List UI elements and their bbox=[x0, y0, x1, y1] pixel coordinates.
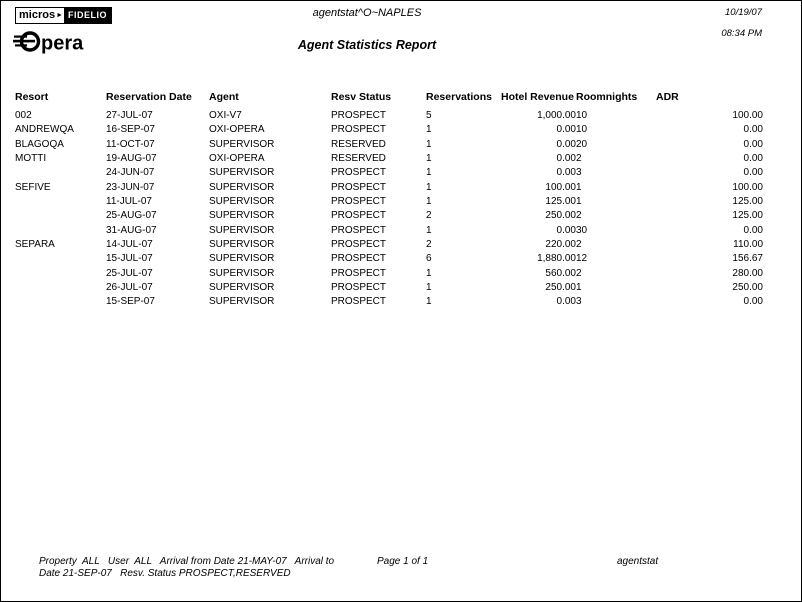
cell-adr: 280.00 bbox=[732, 267, 763, 279]
cell-roomnights: 12 bbox=[576, 253, 588, 265]
table-row bbox=[15, 166, 763, 180]
cell-reservation-date: 14-JUL-07 bbox=[106, 239, 153, 251]
cell-agent: SUPERVISOR bbox=[209, 239, 275, 251]
cell-resv-status: PROSPECT bbox=[331, 181, 387, 193]
cell-reservation-date: 24-JUN-07 bbox=[106, 167, 155, 179]
cell-adr: 125.00 bbox=[732, 196, 763, 208]
cell-roomnights: 1 bbox=[576, 282, 582, 294]
cell-roomnights: 2 bbox=[576, 210, 582, 222]
cell-hotel-revenue: 250.00 bbox=[545, 210, 576, 222]
cell-resort bbox=[15, 252, 106, 266]
cell-resv-status: PROSPECT bbox=[331, 239, 387, 251]
cell-adr: 0.00 bbox=[743, 224, 763, 236]
cell-resv-status: PROSPECT bbox=[331, 282, 387, 294]
opera-logo-text: pera bbox=[41, 32, 84, 55]
cell-agent: SUPERVISOR bbox=[209, 282, 275, 294]
cell-resv-status: PROSPECT bbox=[331, 296, 387, 308]
cell-adr: 0.00 bbox=[743, 124, 763, 136]
cell-reservations: 1 bbox=[426, 124, 432, 136]
table-row bbox=[15, 123, 763, 137]
cell-resv-status: PROSPECT bbox=[331, 167, 387, 179]
cell-reservation-date: 16-SEP-07 bbox=[106, 124, 155, 136]
cell-reservations: 1 bbox=[426, 167, 432, 179]
report-id: agentstat^O~NAPLES bbox=[312, 7, 422, 19]
footer-filters-line1: Property ALL User ALL Arrival from Date 21-MAY-07 Arrival to bbox=[39, 556, 335, 567]
column-header-resv-status: Resv Status bbox=[331, 91, 392, 103]
cell-adr: 250.00 bbox=[732, 282, 763, 294]
footer-report-name: agentstat bbox=[617, 556, 659, 567]
cell-reservations: 5 bbox=[426, 110, 432, 121]
cell-reservation-date: 27-JUL-07 bbox=[106, 110, 153, 121]
cell-roomnights: 2 bbox=[576, 267, 582, 279]
column-header-adr: ADR bbox=[656, 91, 679, 103]
cell-agent: SUPERVISOR bbox=[209, 210, 275, 222]
cell-hotel-revenue: 560.00 bbox=[545, 267, 576, 279]
cell-roomnights: 10 bbox=[576, 110, 588, 121]
footer-filters-line2: Date 21-SEP-07 Resv. Status PROSPECT,RESERVED bbox=[39, 567, 291, 579]
cell-reservations: 6 bbox=[426, 253, 432, 265]
report-time: 08:34 PM bbox=[721, 28, 762, 39]
cell-roomnights: 1 bbox=[576, 181, 582, 193]
column-header-resort: Resort bbox=[15, 91, 49, 103]
cell-reservation-date: 11-OCT-07 bbox=[106, 138, 155, 150]
table-row bbox=[15, 252, 763, 266]
cell-reservations: 1 bbox=[426, 138, 432, 150]
cell-roomnights: 3 bbox=[576, 296, 582, 308]
cell-resv-status: PROSPECT bbox=[331, 224, 387, 236]
cell-hotel-revenue: 0.00 bbox=[556, 296, 576, 308]
table-row bbox=[15, 138, 763, 152]
cell-resort bbox=[15, 295, 106, 309]
cell-adr: 0.00 bbox=[743, 153, 763, 165]
cell-resort: SEPARA bbox=[15, 239, 55, 251]
cell-reservations: 1 bbox=[426, 267, 432, 279]
table-row bbox=[15, 238, 763, 252]
cell-resort: SEFIVE bbox=[15, 181, 51, 193]
column-header-reservations: Reservations bbox=[426, 91, 492, 103]
cell-resv-status: RESERVED bbox=[331, 138, 386, 150]
cell-resv-status: PROSPECT bbox=[331, 196, 387, 208]
cell-reservations: 1 bbox=[426, 196, 432, 208]
cell-agent: OXI-V7 bbox=[209, 110, 242, 121]
cell-adr: 156.67 bbox=[732, 253, 763, 265]
table-row bbox=[15, 109, 763, 123]
cell-reservations: 1 bbox=[426, 296, 432, 308]
cell-reservations: 1 bbox=[426, 224, 432, 236]
cell-resv-status: PROSPECT bbox=[331, 110, 387, 121]
table-row bbox=[15, 267, 763, 281]
cell-reservation-date: 19-AUG-07 bbox=[106, 153, 157, 165]
cell-roomnights: 1 bbox=[576, 196, 582, 208]
cell-adr: 0.00 bbox=[743, 296, 763, 308]
table-row bbox=[15, 152, 763, 166]
table-row bbox=[15, 195, 763, 209]
cell-agent: OXI-OPERA bbox=[209, 153, 265, 165]
cell-hotel-revenue: 1,880.00 bbox=[537, 253, 576, 265]
cell-agent: SUPERVISOR bbox=[209, 167, 275, 179]
footer-filters bbox=[39, 556, 334, 579]
cell-resort: ANDREWQA bbox=[15, 124, 74, 136]
cell-resort bbox=[15, 209, 106, 223]
cell-resort bbox=[15, 195, 106, 209]
cell-reservation-date: 11-JUL-07 bbox=[106, 196, 152, 208]
cell-reservation-date: 15-JUL-07 bbox=[106, 253, 153, 265]
column-header-agent: Agent bbox=[209, 91, 239, 103]
cell-hotel-revenue: 100.00 bbox=[545, 181, 576, 193]
cell-adr: 0.00 bbox=[743, 167, 763, 179]
report-datetime bbox=[721, 7, 762, 39]
cell-reservation-date: 23-JUN-07 bbox=[106, 181, 155, 193]
cell-hotel-revenue: 0.00 bbox=[556, 138, 576, 150]
table-row bbox=[15, 181, 763, 195]
cell-reservation-date: 31-AUG-07 bbox=[106, 224, 157, 236]
cell-adr: 0.00 bbox=[743, 138, 763, 150]
cell-reservation-date: 25-AUG-07 bbox=[106, 210, 157, 222]
cell-adr: 125.00 bbox=[732, 210, 763, 222]
cell-resort: MOTTI bbox=[15, 153, 47, 165]
cell-adr: 100.00 bbox=[732, 181, 763, 193]
cell-hotel-revenue: 0.00 bbox=[556, 124, 576, 136]
cell-agent: SUPERVISOR bbox=[209, 253, 275, 265]
cell-resort bbox=[15, 267, 106, 281]
cell-resort bbox=[15, 166, 106, 180]
cell-reservations: 2 bbox=[426, 210, 432, 222]
cell-roomnights: 3 bbox=[576, 167, 582, 179]
cell-hotel-revenue: 220.00 bbox=[545, 239, 576, 251]
cell-roomnights: 10 bbox=[576, 124, 588, 136]
cell-hotel-revenue: 125.00 bbox=[545, 196, 576, 208]
table-row bbox=[15, 295, 763, 309]
column-header-reservation-date: Reservation Date bbox=[106, 91, 192, 103]
cell-agent: SUPERVISOR bbox=[209, 181, 275, 193]
cell-agent: OXI-OPERA bbox=[209, 124, 265, 136]
cell-reservation-date: 15-SEP-07 bbox=[106, 296, 155, 308]
report-table bbox=[15, 91, 763, 310]
cell-resv-status: PROSPECT bbox=[331, 124, 387, 136]
cell-resort: 002 bbox=[15, 110, 32, 121]
cell-resort bbox=[15, 224, 106, 238]
cell-roomnights: 20 bbox=[576, 138, 588, 150]
column-header-roomnights: Roomnights bbox=[576, 91, 638, 103]
report-date: 10/19/07 bbox=[725, 7, 762, 18]
cell-agent: SUPERVISOR bbox=[209, 224, 275, 236]
cell-hotel-revenue: 250.00 bbox=[545, 282, 576, 294]
table-row bbox=[15, 224, 763, 238]
cell-hotel-revenue: 1,000.00 bbox=[537, 110, 576, 121]
report-table-body bbox=[15, 109, 763, 310]
cell-roomnights: 2 bbox=[576, 153, 582, 165]
cell-reservation-date: 26-JUL-07 bbox=[106, 282, 153, 294]
cell-hotel-revenue: 0.00 bbox=[556, 153, 576, 165]
cell-agent: SUPERVISOR bbox=[209, 267, 275, 279]
cell-reservations: 2 bbox=[426, 239, 432, 251]
cell-resort: BLAGOQA bbox=[15, 138, 64, 150]
cell-reservations: 1 bbox=[426, 282, 432, 294]
cell-hotel-revenue: 0.00 bbox=[556, 167, 576, 179]
report-header-center bbox=[67, 7, 667, 52]
cell-agent: SUPERVISOR bbox=[209, 296, 275, 308]
cell-roomnights: 30 bbox=[576, 224, 588, 236]
cell-agent: SUPERVISOR bbox=[209, 196, 275, 208]
footer-page-number: Page 1 of 1 bbox=[377, 556, 429, 567]
page-title: Agent Statistics Report bbox=[297, 38, 437, 52]
cell-resort bbox=[15, 281, 106, 295]
cell-reservations: 1 bbox=[426, 181, 432, 193]
cell-roomnights: 2 bbox=[576, 239, 582, 251]
cell-agent: SUPERVISOR bbox=[209, 138, 275, 150]
table-header-row bbox=[15, 91, 763, 109]
cell-resv-status: PROSPECT bbox=[331, 210, 387, 222]
table-row bbox=[15, 209, 763, 223]
fidelio-logo-text: FIDELIO bbox=[64, 8, 111, 23]
table-row bbox=[15, 281, 763, 295]
cell-hotel-revenue: 0.00 bbox=[556, 224, 576, 236]
cell-reservation-date: 25-JUL-07 bbox=[106, 267, 153, 279]
micros-fidelio-arrow-icon: ► bbox=[56, 12, 64, 19]
micros-logo-text: micros bbox=[16, 8, 56, 23]
cell-resv-status: PROSPECT bbox=[331, 253, 387, 265]
cell-reservations: 1 bbox=[426, 153, 432, 165]
column-header-hotel-revenue: Hotel Revenue bbox=[501, 91, 574, 103]
cell-resv-status: RESERVED bbox=[331, 153, 386, 165]
cell-adr: 100.00 bbox=[732, 110, 763, 121]
cell-adr: 110.00 bbox=[733, 239, 763, 251]
cell-resv-status: PROSPECT bbox=[331, 267, 387, 279]
